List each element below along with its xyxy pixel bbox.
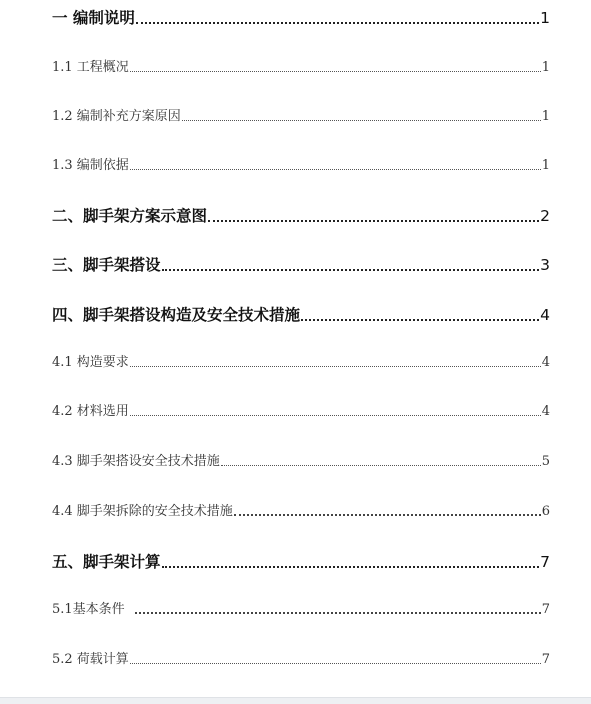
- toc-entry-1-1[interactable]: [52, 58, 550, 78]
- toc-entry-5-1[interactable]: [52, 600, 550, 620]
- toc-entry-page: 5: [541, 454, 550, 469]
- toc-entry-title: 4.4 脚手架拆除的安全技术措施: [52, 504, 233, 519]
- dot-leader: [135, 611, 541, 614]
- toc-entry-1-3[interactable]: [52, 156, 550, 176]
- toc-entry-page: 7: [540, 553, 550, 571]
- toc-entry-1[interactable]: [52, 7, 550, 29]
- dot-leader: [162, 268, 540, 271]
- toc-entry-4-2[interactable]: [52, 402, 550, 422]
- viewer-bottom-strip: [0, 697, 591, 704]
- toc-entry-page: 4: [540, 306, 550, 324]
- toc-entry-page: 1: [541, 109, 550, 124]
- toc-entry-title: 四、脚手架搭设构造及安全技术措施: [52, 306, 301, 324]
- toc-entry-title: 五、脚手架计算: [52, 553, 161, 571]
- toc-entry-4-4[interactable]: [52, 502, 550, 522]
- toc-entry-page: 2: [540, 207, 550, 225]
- toc-entry-5-2[interactable]: [52, 650, 550, 670]
- dot-leader: [182, 119, 541, 121]
- toc-entry-title: 1.3 编制依据: [52, 158, 129, 173]
- toc-entry-4[interactable]: [52, 304, 550, 326]
- dot-leader: [136, 21, 539, 24]
- dot-leader: [130, 414, 541, 416]
- toc-entry-page: 7: [541, 602, 550, 617]
- dot-leader: [208, 219, 539, 222]
- toc-entry-page: 3: [540, 256, 550, 274]
- dot-leader: [130, 365, 541, 367]
- toc-entry-title: 1.2 编制补充方案原因: [52, 109, 181, 124]
- toc-entry-title: 4.2 材料选用: [52, 404, 129, 419]
- toc-entry-5[interactable]: [52, 551, 550, 573]
- toc-entry-1-2[interactable]: [52, 107, 550, 127]
- toc-entry-page: 4: [541, 355, 550, 370]
- dot-leader: [234, 513, 541, 516]
- toc-entry-title: 5.1基本条件: [52, 602, 125, 617]
- toc-entry-title: 5.2 荷载计算: [52, 652, 129, 667]
- toc-entry-4-3[interactable]: [52, 452, 550, 472]
- toc-entry-2[interactable]: [52, 205, 550, 227]
- toc-entry-page: 1: [541, 158, 550, 173]
- toc-entry-title: 一 编制说明: [52, 9, 135, 27]
- dot-leader: [221, 464, 541, 466]
- toc-entry-title: 1.1 工程概况: [52, 60, 129, 75]
- dot-leader: [301, 318, 539, 321]
- toc-entry-page: 1: [540, 9, 550, 27]
- toc-entry-title: 二、脚手架方案示意图: [52, 207, 208, 225]
- dot-leader: [130, 168, 541, 170]
- toc-entry-title: 4.1 构造要求: [52, 355, 129, 370]
- toc-entry-title: 三、脚手架搭设: [52, 256, 161, 274]
- dot-leader: [162, 565, 540, 568]
- toc-entry-title: 4.3 脚手架搭设安全技术措施: [52, 454, 220, 469]
- toc-entry-3[interactable]: [52, 254, 550, 276]
- dot-leader: [130, 662, 541, 664]
- toc-entry-4-1[interactable]: [52, 353, 550, 373]
- toc-entry-page: 4: [541, 404, 550, 419]
- toc-entry-page: 7: [541, 652, 550, 667]
- toc-entry-page: 1: [541, 60, 550, 75]
- dot-leader: [130, 70, 541, 72]
- toc-entry-page: 6: [541, 504, 550, 519]
